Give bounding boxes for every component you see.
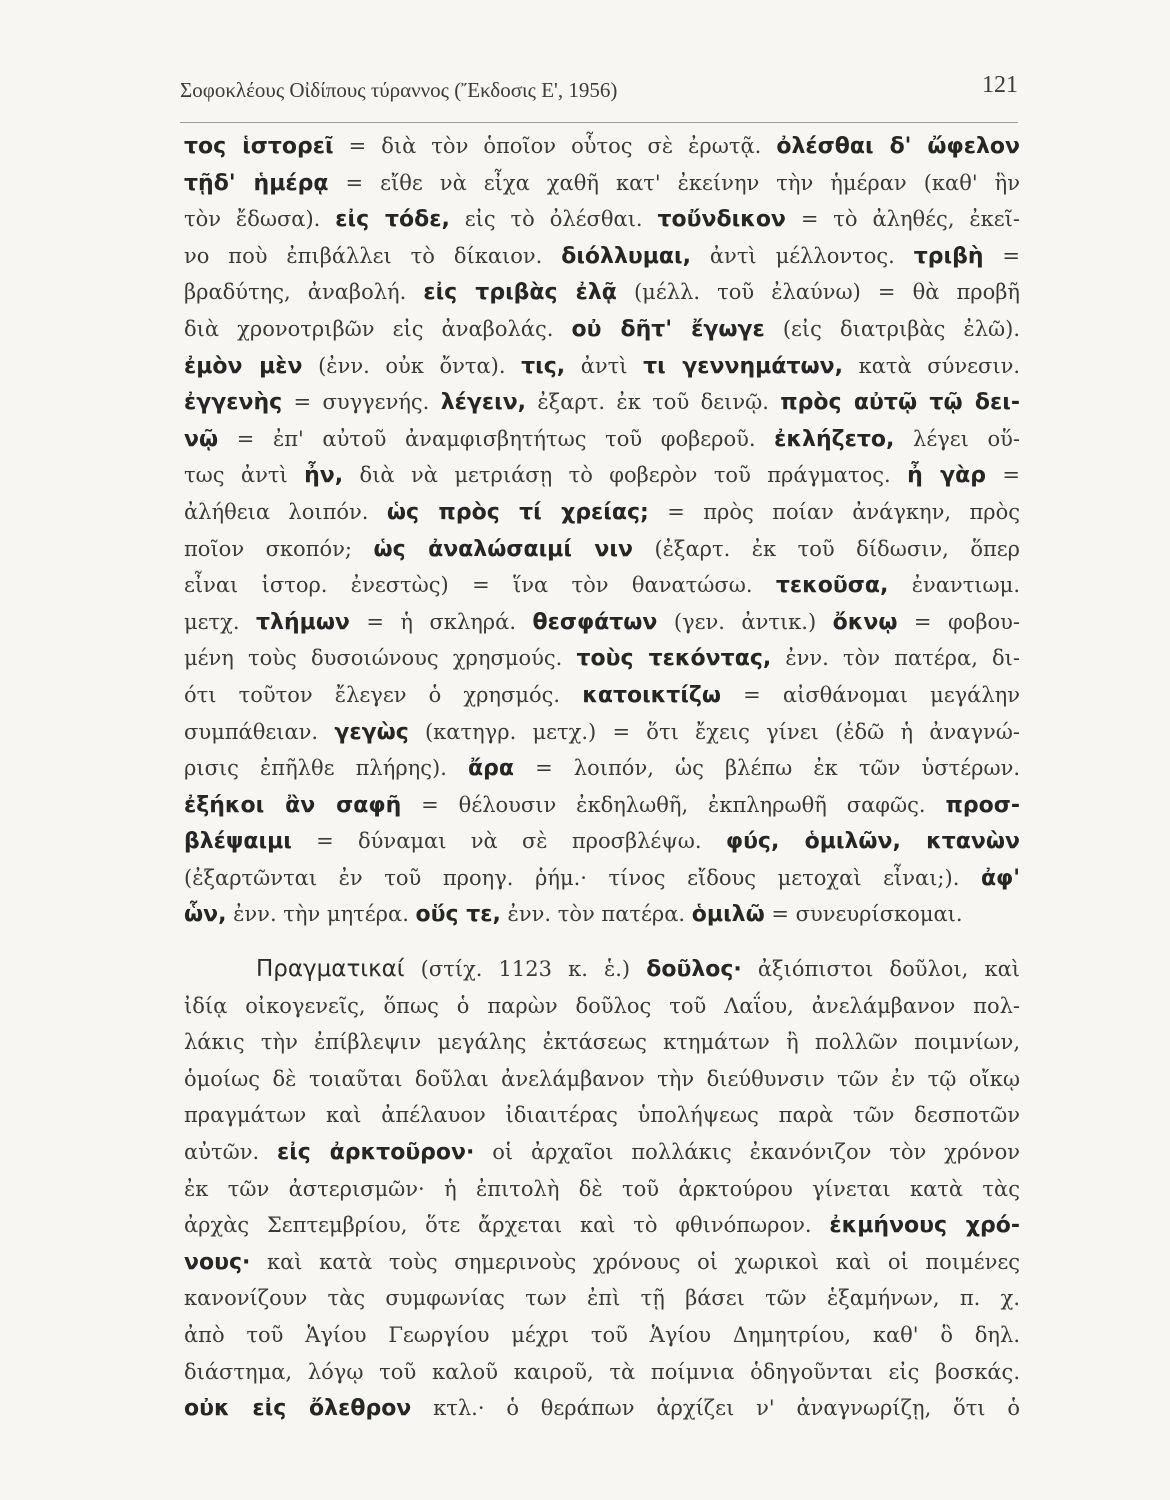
gloss: οἱ ἀρχαῖοι πολλάκις ἐκανόνιζον τὸν χρόνον (474, 1140, 1020, 1165)
gloss: (ἐνν. οὐκ ὄντα). (302, 353, 522, 378)
gloss: εἶναι ἱστορ. ἐνεστὼς) = ἵνα τὸν θανατώσω. (184, 573, 776, 598)
gloss: νο ποὺ ἐπιβάλλει τὸ δίκαιον. (184, 243, 562, 268)
gloss: = πρὸς ποίαν ἀνάγκην, πρὸς (648, 499, 1020, 524)
lemma: ὄκνῳ (832, 609, 898, 635)
text-line (184, 823, 1020, 860)
lemma: τριβὴ (913, 243, 984, 269)
lemma: νῷ (184, 426, 219, 452)
lemma: ἐγγενὴς (184, 390, 283, 416)
lemma: βλέψαιμι (184, 829, 292, 855)
text-line (184, 951, 1020, 988)
lemma: τοὺς τεκόντας, (576, 646, 772, 672)
text-line (184, 988, 1020, 1025)
text-line (184, 714, 1020, 751)
lemma: τεκοῦσα, (775, 573, 889, 599)
gloss: = ἡ σκληρά. (349, 609, 533, 634)
gloss: ἀλήθεια λοιπόν. (184, 499, 387, 524)
lemma: ὧν, (184, 902, 227, 928)
gloss: (γεν. ἀντικ.) (657, 609, 833, 634)
lemma: κατοικτίζω (582, 682, 722, 708)
lemma: τος ἱστορεῖ (184, 134, 334, 159)
gloss: διάστημα, λόγῳ τοῦ καλοῦ καιροῦ, τὰ ποίμνια ὁδηγοῦνται εἰς βοσκάς. (184, 1359, 1020, 1384)
text-line (184, 531, 1020, 568)
lemma: ἦν, (304, 463, 344, 489)
lemma: εἰς ἀρκτοῦρον· (276, 1140, 475, 1166)
gloss: (εἰς διατριβὰς ἐλῶ). (764, 316, 1020, 341)
lemma: οὕς τε, (415, 902, 501, 928)
lemma: θεσφάτων (532, 609, 658, 635)
header-rule (180, 122, 1018, 123)
lemma: τις, (521, 353, 566, 379)
gloss: ἐκ τῶν ἀστερισμῶν· ἡ ἐπιτολὴ δὲ τοῦ ἀρκτούρου γίνεται κατὰ τὰς (184, 1176, 1020, 1201)
gloss: ἐνν. τὴν μητέρα. (226, 902, 416, 927)
lemma: οὐκ εἰς ὄλεθρον (184, 1396, 412, 1422)
text-line (184, 677, 1020, 714)
lemma: δοῦλος· (646, 957, 742, 983)
gloss: διὰ νὰ μετριάσῃ τὸ φοβερὸν τοῦ πράγματος. (343, 463, 908, 488)
running-header (180, 72, 1018, 114)
text-line (184, 1024, 1020, 1061)
commentary-text (184, 128, 1020, 1427)
text-line (184, 494, 1020, 531)
gloss: = λοιπόν, ὡς βλέπω ἐκ τῶν ὑστέρων. (513, 756, 1021, 781)
gloss: ἐναντιωμ. (888, 573, 1020, 598)
section-heading: Πραγματικαί (256, 956, 405, 983)
lemma: ὀλέσθαι δ' ὤφελον (776, 134, 1021, 159)
lemma: ἦ γὰρ (907, 463, 986, 489)
gloss: = ἐπ' αὐτοῦ ἀναμφισβητήτως τοῦ φοβεροῦ. (218, 426, 775, 451)
gloss: ἀπὸ τοῦ Ἁγίου Γεωργίου μέχρι τοῦ Ἁγίου Δημητρίου, καθ' ὃ δηλ. (184, 1323, 1020, 1347)
text-line (184, 311, 1020, 348)
text-line (184, 238, 1020, 275)
text-line (184, 165, 1020, 202)
text-line (184, 567, 1020, 604)
gloss: ότι τοῦτον ἔλεγεν ὁ χρησμός. (184, 682, 583, 707)
gloss: ὁμοίως δὲ τοιαῦται δοῦλαι ἀνελάμβανον τὴν διεύθυνσιν τῶν ἐν τῷ οἴκῳ (184, 1066, 1020, 1091)
text-line (184, 1207, 1020, 1244)
gloss: καὶ κατὰ τοὺς σημερινοὺς χρόνους οἱ χωρικοὶ καὶ οἱ ποιμένες (250, 1249, 1020, 1274)
text-line (184, 1097, 1020, 1134)
gloss: κτλ.· ὁ θεράπων ἀρχίζει ν' ἀναγνωρίζῃ, ὅτι ὁ (411, 1396, 1020, 1421)
gloss: τὸν ἔδωσα). (184, 207, 336, 232)
text-line (184, 348, 1020, 385)
text-line (184, 201, 1020, 238)
gloss: = εἴθε νὰ εἶχα χαθῆ κατ' ἐκείνην τὴν ἡμέραν (καθ' ἣν (328, 170, 1020, 195)
gloss: = (985, 463, 1020, 488)
gloss: αὐτῶν. (184, 1140, 277, 1165)
lemma: γεγὼς (334, 719, 409, 745)
lemma: ἐξήκοι ἂν σαφῆ (184, 792, 402, 818)
paragraph (184, 951, 1020, 1427)
gloss: εἰς τὸ ὀλέσθαι. (449, 207, 658, 232)
lemma: εἰς τριβὰς ἐλᾷ (423, 280, 617, 306)
gloss: (κατηγρ. μετχ.) = ὅτι ἔχεις γίνει (ἐδῶ ἡ ἀναγνώ- (408, 719, 1020, 744)
gloss: ἀντὶ (565, 353, 644, 378)
lemma: ὡς πρὸς τί χρείας; (386, 499, 649, 525)
lemma: ἀφ' (980, 865, 1020, 891)
text-line (184, 274, 1020, 311)
lemma: τι γεννημάτων, (643, 353, 843, 379)
gloss: = (983, 243, 1020, 268)
gloss: (ἐξαρτ. ἐκ τοῦ δίδωσιν, ὅπερ (632, 536, 1020, 561)
gloss: ἀντὶ μέλλοντος. (690, 243, 914, 268)
paragraph-gap (184, 933, 1020, 951)
lemma: οὐ δῆτ' ἔγωγε (571, 316, 765, 342)
text-line (184, 1171, 1020, 1208)
lemma: τλήμων (256, 609, 350, 635)
gloss: (στίχ. 1123 κ. ἑ.) (404, 957, 647, 982)
gloss: (μέλλ. τοῦ ἐλαύνω) = θὰ προβῆ (616, 280, 1020, 305)
lemma: εἰς τόδε, (335, 207, 450, 233)
gloss: συμπάθειαν. (184, 719, 335, 744)
lemma: φύς, ὁμιλῶν, κτανὼν (725, 829, 1021, 855)
gloss: ποῖον σκοπόν; (184, 536, 374, 561)
lemma: τοὔνδικον (657, 207, 786, 233)
gloss: ἐξαρτ. ἐκ τοῦ δεινῷ. (526, 390, 781, 415)
lemma: ἐκμήνους χρό- (829, 1213, 1020, 1239)
text-line (184, 604, 1020, 641)
gloss: λέγει οὕ- (894, 426, 1020, 451)
lemma: ὁμιλῶ (691, 902, 765, 928)
text-line (184, 787, 1020, 824)
lemma: ἐμὸν μὲν (184, 353, 303, 379)
gloss: (ἐξαρτῶνται ἐν τοῦ προηγ. ῥήμ.· τίνος εἴδους μετοχαὶ εἶναι;). (184, 865, 981, 890)
text-line (184, 421, 1020, 458)
lemma: ἄρα (468, 756, 514, 782)
gloss: μετχ. (184, 609, 256, 634)
gloss: = συγγενής. (282, 390, 441, 415)
text-line (184, 1061, 1020, 1098)
lemma: τῇδ' ἡμέρᾳ (184, 170, 329, 196)
lemma: ὡς ἀναλώσαιμί νιν (373, 536, 633, 562)
gloss: = τὸ ἀληθές, ἐκεῖ- (785, 207, 1020, 232)
gloss: λάκις τὴν ἐπίβλεψιν μεγάλης ἐκτάσεως κτημάτων ἢ πολλῶν ποιμνίων, (184, 1030, 1020, 1055)
gloss: = διὰ τὸν ὁποῖον οὗτος σὲ ἐρωτᾷ. (333, 134, 777, 158)
gloss: = φοβου- (897, 609, 1020, 634)
text-line (184, 1244, 1020, 1281)
lemma: πρὸς αὐτῷ τῷ δει- (780, 390, 1020, 416)
gloss: τως ἀντὶ (184, 463, 305, 488)
gloss: βραδύτης, ἀναβολή. (184, 280, 424, 305)
text-line (184, 1280, 1020, 1317)
gloss: = συνευρίσκομαι. (764, 902, 963, 927)
gloss: = θέλουσιν ἐκδηλωθῆ, ἐκπληρωθῆ σαφῶς. (401, 792, 946, 817)
text-line (184, 640, 1020, 677)
text-line (184, 1317, 1020, 1354)
gloss: ἐνν. τὸν πατέρα, δι- (771, 646, 1021, 671)
gloss: κατὰ σύνεσιν. (842, 353, 1021, 378)
gloss: κανονίζουν τὰς συμφωνίας των ἐπὶ τῇ βάσει τῶν ἑξαμήνων, π. χ. (184, 1286, 1020, 1311)
text-line (184, 1134, 1020, 1171)
text-line (184, 384, 1020, 421)
gloss: διὰ χρονοτριβῶν εἰς ἀναβολάς. (184, 316, 572, 341)
gloss: = αἰσθάνομαι μεγάλην (721, 682, 1020, 707)
gloss: πραγμάτων καὶ ἀπέλαυον ἰδιαιτέρας ὑπολήψεως παρὰ τῶν δεσποτῶν (184, 1103, 1020, 1128)
text-line (184, 1354, 1020, 1391)
gloss: μένη τοὺς δυσοιώνους χρησμούς. (184, 646, 577, 671)
lemma: ἐκλήζετο, (774, 426, 895, 452)
header-title: Σοφοκλέους Οἰδίπους τύραννος (Ἔκδοσις Ε', 1956) (180, 78, 618, 102)
text-line (184, 750, 1020, 787)
gloss: = δύναμαι νὰ σὲ προσβλέψω. (291, 829, 726, 854)
text-line (184, 457, 1020, 494)
lemma: λέγειν, (440, 390, 527, 416)
page-number: 121 (982, 72, 1018, 98)
lemma: διόλλυμαι, (561, 243, 691, 269)
gloss: ἐνν. τὸν πατέρα. (500, 902, 692, 927)
gloss: ἀξιόπιστοι δοῦλοι, καὶ (741, 957, 1020, 982)
text-line (184, 860, 1020, 897)
text-line (184, 896, 1020, 933)
lemma: νους· (184, 1249, 251, 1275)
paragraph (184, 128, 1020, 933)
text-line (184, 1390, 1020, 1427)
lemma: προσ- (945, 792, 1020, 818)
gloss: ρισις ἐπῆλθε πλήρης). (184, 756, 468, 781)
text-line (184, 128, 1020, 165)
gloss: ἀρχὰς Σεπτεμβρίου, ὅτε ἄρχεται καὶ τὸ φθινόπωρον. (184, 1213, 830, 1238)
gloss: ἰδίᾳ οἰκογενεῖς, ὅπως ὁ παρὼν δοῦλος τοῦ Λαΐου, ἀνελάμβανον πολ- (184, 993, 1020, 1018)
